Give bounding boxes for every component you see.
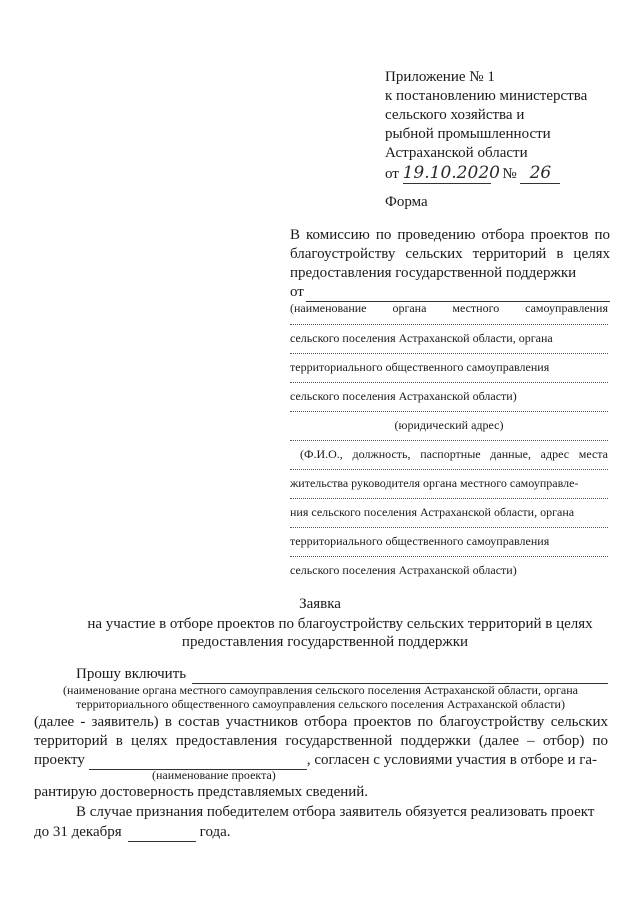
- blank-line[interactable]: [290, 411, 608, 412]
- number-sign: №: [502, 166, 517, 182]
- paragraph-line: В случае признания победителем отбора заявитель обязуется реализовать проект: [76, 804, 595, 820]
- handwritten-number: 26: [520, 164, 560, 184]
- hint-org-3: территориального общественного самоуправления: [290, 360, 550, 374]
- deadline-year: года.: [199, 824, 231, 840]
- from-blank[interactable]: [306, 287, 610, 302]
- appendix-line: рыбной промышленности: [385, 126, 551, 142]
- appendix-line: к постановлению министерства: [385, 88, 588, 104]
- include-hint: (наименование органа местного самоуправления сельского поселения Астраханской области, органа: [63, 683, 578, 697]
- hint-org-4: сельского поселения Астраханской области): [290, 389, 517, 403]
- application-title: Заявка: [299, 596, 341, 612]
- blank-line[interactable]: [290, 382, 608, 383]
- project-line: [34, 750, 608, 770]
- hint-head-info-5: сельского поселения Астраханской области): [290, 563, 517, 577]
- addressee-block: [290, 226, 610, 302]
- project-label: проекту: [34, 752, 85, 768]
- application-subtitle: предоставления государственной поддержки: [181, 634, 469, 650]
- project-consent: , согласен с условиями участия в отборе и га-: [306, 752, 598, 768]
- form-label: Форма: [385, 194, 428, 210]
- blank-line[interactable]: [290, 498, 608, 499]
- hint-org: (наименование органа местного самоуправления: [290, 301, 608, 315]
- from-prefix: от: [290, 284, 304, 300]
- from-line: [290, 283, 610, 302]
- blank-line[interactable]: [290, 469, 608, 470]
- blank-line[interactable]: [290, 556, 608, 557]
- hint-head-info-4: территориального общественного самоуправления: [290, 534, 550, 548]
- include-hint: территориального общественного самоуправления сельского поселения Астраханской области): [76, 697, 565, 711]
- include-blank[interactable]: [192, 669, 608, 684]
- appendix-header: [385, 68, 587, 184]
- addressee-line: В комиссию по проведению отбора проектов по: [290, 227, 610, 243]
- hint-head-info-2: жительства руководителя органа местного самоуправле-: [290, 476, 579, 490]
- application-subtitle: на участие в отборе проектов по благоустройству сельских территорий в целях: [87, 616, 593, 632]
- blank-line[interactable]: [290, 324, 608, 325]
- blank-line[interactable]: [290, 527, 608, 528]
- handwritten-date: 19.10.2020: [402, 163, 500, 183]
- date-prefix: от: [385, 166, 399, 182]
- deadline-blank[interactable]: [128, 827, 196, 842]
- hint-head-info-3: ния сельского поселения Астраханской области, органа: [290, 505, 575, 519]
- appendix-title: Приложение № 1: [385, 69, 495, 85]
- blank-line[interactable]: [290, 440, 608, 441]
- paragraph-line: рантирую достоверность представляемых сведений.: [34, 784, 369, 800]
- addressee-line: благоустройству сельских территорий в целях: [290, 246, 610, 262]
- deadline-line: [34, 822, 231, 842]
- appendix-line: сельского хозяйства и: [385, 107, 525, 123]
- hint-legal-address: (юридический адрес): [394, 418, 504, 432]
- include-text: Прошу включить: [76, 666, 187, 682]
- hint-head-info: (Ф.И.О., должность, паспортные данные, адрес места: [300, 447, 608, 461]
- addressee-line: предоставления государственной поддержки: [290, 265, 577, 281]
- appendix-line: Астраханской области: [385, 145, 528, 161]
- paragraph-line: (далее - заявитель) в состав участников отбора проектов по благоустройству сельских: [34, 714, 608, 730]
- deadline-text: до 31 декабря: [34, 824, 122, 840]
- blank-line[interactable]: [290, 353, 608, 354]
- include-line: [76, 664, 608, 684]
- appendix-date-line: [385, 164, 587, 184]
- paragraph-line: территорий в целях предоставления государственной поддержки (далее – отбор) по: [34, 733, 608, 749]
- project-hint: (наименование проекта): [152, 768, 276, 782]
- hint-org-2: сельского поселения Астраханской области, органа: [290, 331, 553, 345]
